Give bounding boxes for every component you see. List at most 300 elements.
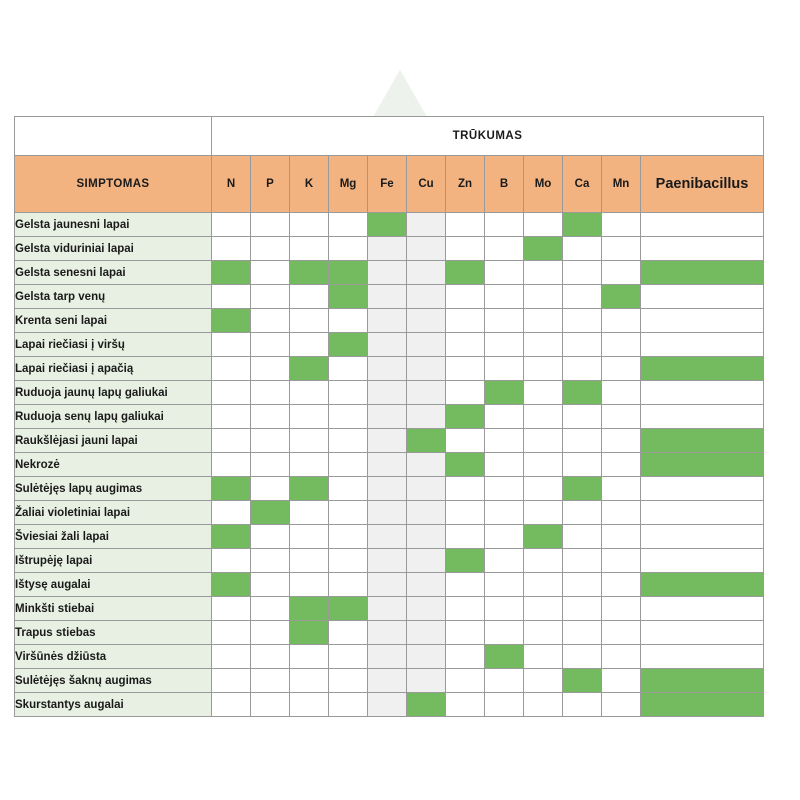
matrix-cell-empty	[329, 477, 368, 501]
matrix-cell-empty	[290, 237, 329, 261]
table-row	[15, 597, 764, 621]
matrix-cell-empty	[485, 501, 524, 525]
column-header-zn: Zn	[446, 156, 485, 213]
matrix-cell-empty	[524, 669, 563, 693]
row-label: Lapai riečiasi į apačią	[15, 357, 212, 381]
matrix-cell-marked	[212, 261, 251, 285]
matrix-cell-empty	[563, 357, 602, 381]
matrix-cell-empty	[641, 213, 764, 237]
corner-blank	[15, 117, 212, 156]
matrix-cell-empty	[524, 381, 563, 405]
matrix-cell-empty	[329, 213, 368, 237]
matrix-cell-marked	[446, 405, 485, 429]
matrix-cell-empty	[251, 693, 290, 717]
row-label: Gelsta tarp venų	[15, 285, 212, 309]
matrix-cell-empty	[602, 693, 641, 717]
matrix-cell-empty	[524, 285, 563, 309]
matrix-cell-empty	[290, 285, 329, 309]
matrix-cell-marked	[290, 261, 329, 285]
table-row	[15, 693, 764, 717]
matrix-cell-empty	[212, 621, 251, 645]
column-header-fe: Fe	[368, 156, 407, 213]
matrix-cell-empty	[485, 549, 524, 573]
matrix-cell-empty	[212, 693, 251, 717]
matrix-cell-empty	[290, 309, 329, 333]
matrix-cell-empty	[446, 237, 485, 261]
matrix-cell-empty	[446, 429, 485, 453]
matrix-cell-marked	[212, 309, 251, 333]
matrix-cell-empty	[563, 261, 602, 285]
matrix-cell-empty	[485, 597, 524, 621]
matrix-cell-empty	[407, 405, 446, 429]
matrix-cell-marked	[407, 693, 446, 717]
matrix-cell-empty	[485, 429, 524, 453]
matrix-cell-empty	[368, 357, 407, 381]
matrix-cell-empty	[524, 693, 563, 717]
matrix-cell-empty	[602, 261, 641, 285]
matrix-cell-empty	[407, 573, 446, 597]
table-row	[15, 405, 764, 429]
matrix-cell-marked	[485, 645, 524, 669]
matrix-cell-empty	[563, 237, 602, 261]
matrix-cell-empty	[212, 333, 251, 357]
table-row	[15, 237, 764, 261]
matrix-cell-empty	[524, 333, 563, 357]
table-head	[15, 117, 764, 213]
matrix-cell-empty	[524, 549, 563, 573]
row-label: Raukšlėjasi jauni lapai	[15, 429, 212, 453]
matrix-cell-empty	[212, 237, 251, 261]
matrix-cell-empty	[251, 573, 290, 597]
row-label: Gelsta senesni lapai	[15, 261, 212, 285]
matrix-cell-empty	[485, 525, 524, 549]
matrix-cell-empty	[407, 213, 446, 237]
matrix-cell-marked	[446, 549, 485, 573]
matrix-cell-empty	[329, 405, 368, 429]
matrix-cell-empty	[407, 597, 446, 621]
matrix-cell-empty	[329, 357, 368, 381]
matrix-cell-empty	[368, 669, 407, 693]
matrix-cell-empty	[368, 645, 407, 669]
matrix-cell-empty	[602, 453, 641, 477]
matrix-cell-empty	[602, 381, 641, 405]
matrix-cell-empty	[446, 213, 485, 237]
matrix-cell-empty	[407, 333, 446, 357]
matrix-cell-empty	[251, 237, 290, 261]
matrix-cell-empty	[329, 429, 368, 453]
matrix-cell-empty	[641, 549, 764, 573]
matrix-cell-marked	[290, 597, 329, 621]
matrix-cell-empty	[290, 213, 329, 237]
table-row	[15, 525, 764, 549]
matrix-cell-empty	[329, 549, 368, 573]
row-label: Ruduoja senų lapų galiukai	[15, 405, 212, 429]
matrix-cell-empty	[368, 405, 407, 429]
column-header-ca: Ca	[563, 156, 602, 213]
matrix-cell-empty	[407, 669, 446, 693]
matrix-cell-empty	[251, 621, 290, 645]
matrix-cell-marked	[212, 573, 251, 597]
matrix-cell-empty	[485, 573, 524, 597]
matrix-cell-empty	[251, 333, 290, 357]
row-label: Žaliai violetiniai lapai	[15, 501, 212, 525]
matrix-cell-empty	[251, 549, 290, 573]
matrix-cell-empty	[407, 381, 446, 405]
matrix-cell-empty	[251, 453, 290, 477]
matrix-cell-empty	[251, 645, 290, 669]
matrix-cell-empty	[212, 645, 251, 669]
column-header-cu: Cu	[407, 156, 446, 213]
matrix-cell-empty	[563, 285, 602, 309]
matrix-cell-empty	[251, 357, 290, 381]
matrix-cell-empty	[602, 645, 641, 669]
matrix-cell-empty	[524, 261, 563, 285]
matrix-cell-empty	[563, 453, 602, 477]
matrix-cell-empty	[602, 669, 641, 693]
matrix-cell-empty	[251, 597, 290, 621]
table-row	[15, 669, 764, 693]
matrix-cell-empty	[641, 645, 764, 669]
matrix-cell-marked	[446, 453, 485, 477]
matrix-cell-empty	[446, 285, 485, 309]
table-row	[15, 549, 764, 573]
matrix-cell-empty	[602, 405, 641, 429]
matrix-cell-empty	[407, 285, 446, 309]
row-label: Viršūnės džiūsta	[15, 645, 212, 669]
matrix-cell-empty	[407, 309, 446, 333]
matrix-cell-empty	[524, 357, 563, 381]
matrix-cell-empty	[563, 429, 602, 453]
matrix-cell-marked	[446, 261, 485, 285]
matrix-cell-marked	[563, 381, 602, 405]
matrix-cell-empty	[407, 453, 446, 477]
matrix-cell-empty	[641, 621, 764, 645]
matrix-cell-empty	[602, 309, 641, 333]
matrix-table	[14, 116, 764, 717]
table-row	[15, 645, 764, 669]
matrix-cell-empty	[563, 621, 602, 645]
column-header-mo: Mo	[524, 156, 563, 213]
matrix-cell-empty	[563, 549, 602, 573]
matrix-cell-empty	[407, 501, 446, 525]
matrix-cell-marked	[602, 285, 641, 309]
matrix-cell-empty	[485, 309, 524, 333]
matrix-cell-empty	[329, 309, 368, 333]
matrix-cell-empty	[446, 477, 485, 501]
header-row-elements	[15, 156, 764, 213]
matrix-cell-empty	[641, 285, 764, 309]
matrix-cell-empty	[212, 669, 251, 693]
row-label: Gelsta viduriniai lapai	[15, 237, 212, 261]
matrix-cell-empty	[329, 645, 368, 669]
matrix-cell-marked	[563, 477, 602, 501]
matrix-cell-empty	[485, 213, 524, 237]
matrix-cell-empty	[290, 525, 329, 549]
matrix-cell-empty	[329, 381, 368, 405]
matrix-cell-marked	[329, 261, 368, 285]
matrix-cell-empty	[641, 525, 764, 549]
matrix-cell-empty	[251, 309, 290, 333]
matrix-cell-empty	[251, 405, 290, 429]
table-row	[15, 357, 764, 381]
matrix-cell-marked	[290, 621, 329, 645]
matrix-cell-empty	[641, 405, 764, 429]
matrix-cell-empty	[368, 237, 407, 261]
matrix-cell-empty	[524, 477, 563, 501]
matrix-cell-empty	[524, 405, 563, 429]
matrix-cell-empty	[368, 477, 407, 501]
matrix-cell-empty	[329, 453, 368, 477]
matrix-cell-empty	[329, 501, 368, 525]
matrix-cell-empty	[602, 237, 641, 261]
matrix-cell-marked	[329, 597, 368, 621]
matrix-cell-empty	[212, 285, 251, 309]
matrix-cell-empty	[602, 501, 641, 525]
matrix-cell-empty	[485, 669, 524, 693]
matrix-cell-empty	[368, 573, 407, 597]
matrix-cell-empty	[563, 597, 602, 621]
matrix-cell-empty	[368, 549, 407, 573]
matrix-cell-empty	[446, 357, 485, 381]
matrix-cell-empty	[446, 525, 485, 549]
matrix-cell-empty	[446, 669, 485, 693]
matrix-cell-empty	[290, 669, 329, 693]
matrix-cell-empty	[212, 357, 251, 381]
matrix-cell-marked	[524, 525, 563, 549]
matrix-cell-empty	[485, 405, 524, 429]
matrix-cell-empty	[407, 645, 446, 669]
matrix-cell-empty	[407, 549, 446, 573]
matrix-cell-empty	[407, 357, 446, 381]
matrix-cell-empty	[485, 261, 524, 285]
matrix-cell-empty	[251, 429, 290, 453]
matrix-cell-empty	[212, 213, 251, 237]
matrix-cell-empty	[485, 477, 524, 501]
matrix-cell-empty	[563, 645, 602, 669]
matrix-cell-empty	[290, 645, 329, 669]
matrix-cell-empty	[524, 621, 563, 645]
matrix-cell-empty	[563, 693, 602, 717]
matrix-cell-marked	[368, 213, 407, 237]
matrix-cell-empty	[212, 597, 251, 621]
matrix-cell-empty	[641, 477, 764, 501]
matrix-cell-empty	[368, 333, 407, 357]
matrix-cell-empty	[368, 381, 407, 405]
table-row	[15, 477, 764, 501]
matrix-cell-empty	[641, 309, 764, 333]
column-header-p: P	[251, 156, 290, 213]
row-label: Ištysę augalai	[15, 573, 212, 597]
matrix-cell-marked	[212, 525, 251, 549]
matrix-cell-empty	[602, 573, 641, 597]
matrix-cell-empty	[602, 429, 641, 453]
matrix-cell-empty	[290, 453, 329, 477]
matrix-cell-empty	[446, 645, 485, 669]
matrix-cell-empty	[563, 333, 602, 357]
table-row	[15, 213, 764, 237]
matrix-cell-marked	[290, 477, 329, 501]
matrix-cell-empty	[212, 549, 251, 573]
matrix-cell-empty	[251, 525, 290, 549]
matrix-cell-empty	[446, 693, 485, 717]
row-label: Krenta seni lapai	[15, 309, 212, 333]
matrix-cell-empty	[212, 381, 251, 405]
matrix-cell-empty	[329, 621, 368, 645]
matrix-cell-marked	[641, 669, 764, 693]
matrix-cell-marked	[329, 285, 368, 309]
row-label: Sulėtėjęs šaknų augimas	[15, 669, 212, 693]
matrix-cell-empty	[368, 501, 407, 525]
column-header-b: B	[485, 156, 524, 213]
matrix-cell-empty	[485, 285, 524, 309]
column-header-mn: Mn	[602, 156, 641, 213]
matrix-cell-empty	[485, 333, 524, 357]
matrix-cell-empty	[446, 501, 485, 525]
matrix-cell-marked	[407, 429, 446, 453]
matrix-cell-empty	[524, 573, 563, 597]
matrix-cell-marked	[251, 501, 290, 525]
row-label: Sulėtėjęs lapų augimas	[15, 477, 212, 501]
table-row	[15, 621, 764, 645]
matrix-cell-empty	[368, 285, 407, 309]
matrix-cell-empty	[641, 381, 764, 405]
matrix-cell-empty	[602, 357, 641, 381]
matrix-cell-empty	[329, 525, 368, 549]
matrix-cell-empty	[290, 549, 329, 573]
matrix-cell-empty	[290, 693, 329, 717]
matrix-cell-empty	[524, 645, 563, 669]
matrix-cell-marked	[485, 381, 524, 405]
table-body	[15, 213, 764, 717]
matrix-cell-empty	[524, 597, 563, 621]
table-row	[15, 381, 764, 405]
matrix-cell-marked	[563, 669, 602, 693]
matrix-cell-empty	[563, 501, 602, 525]
matrix-cell-marked	[641, 693, 764, 717]
column-header-n: N	[212, 156, 251, 213]
matrix-cell-empty	[563, 525, 602, 549]
row-label: Nekrozė	[15, 453, 212, 477]
matrix-cell-empty	[602, 477, 641, 501]
row-label: Ruduoja jaunų lapų galiukai	[15, 381, 212, 405]
header-row-group	[15, 117, 764, 156]
matrix-cell-empty	[602, 333, 641, 357]
matrix-cell-marked	[212, 477, 251, 501]
matrix-cell-empty	[368, 261, 407, 285]
matrix-cell-empty	[368, 597, 407, 621]
matrix-cell-marked	[563, 213, 602, 237]
row-label: Lapai riečiasi į viršų	[15, 333, 212, 357]
matrix-cell-empty	[290, 573, 329, 597]
matrix-cell-empty	[446, 573, 485, 597]
matrix-cell-empty	[407, 477, 446, 501]
matrix-cell-empty	[407, 525, 446, 549]
matrix-cell-marked	[641, 261, 764, 285]
matrix-cell-empty	[368, 429, 407, 453]
matrix-cell-empty	[251, 477, 290, 501]
matrix-cell-empty	[524, 429, 563, 453]
matrix-cell-empty	[446, 309, 485, 333]
table-row	[15, 573, 764, 597]
matrix-cell-empty	[524, 213, 563, 237]
matrix-cell-empty	[368, 693, 407, 717]
column-group-title: TRŪKUMAS	[212, 117, 764, 156]
matrix-cell-empty	[485, 237, 524, 261]
matrix-cell-empty	[485, 621, 524, 645]
matrix-cell-empty	[368, 453, 407, 477]
matrix-cell-empty	[563, 573, 602, 597]
matrix-cell-empty	[290, 333, 329, 357]
matrix-cell-empty	[641, 237, 764, 261]
table-row	[15, 501, 764, 525]
matrix-cell-empty	[368, 525, 407, 549]
matrix-cell-empty	[290, 501, 329, 525]
row-label: Šviesiai žali lapai	[15, 525, 212, 549]
matrix-cell-empty	[602, 597, 641, 621]
table-row	[15, 429, 764, 453]
column-header-mg: Mg	[329, 156, 368, 213]
matrix-cell-empty	[446, 381, 485, 405]
row-label: Trapus stiebas	[15, 621, 212, 645]
row-label: Ištrupėję lapai	[15, 549, 212, 573]
table-row	[15, 309, 764, 333]
matrix-cell-empty	[212, 405, 251, 429]
matrix-cell-empty	[251, 381, 290, 405]
matrix-cell-empty	[407, 237, 446, 261]
column-header-paenibacillus: Paenibacillus	[641, 156, 764, 213]
matrix-cell-empty	[212, 453, 251, 477]
matrix-cell-marked	[641, 453, 764, 477]
matrix-cell-empty	[602, 621, 641, 645]
matrix-cell-empty	[563, 309, 602, 333]
matrix-cell-empty	[251, 261, 290, 285]
matrix-cell-empty	[407, 621, 446, 645]
deficiency-matrix	[14, 116, 764, 717]
matrix-cell-marked	[641, 429, 764, 453]
matrix-cell-marked	[524, 237, 563, 261]
matrix-cell-empty	[485, 693, 524, 717]
matrix-cell-empty	[446, 621, 485, 645]
matrix-cell-empty	[641, 597, 764, 621]
matrix-cell-marked	[290, 357, 329, 381]
column-header-k: K	[290, 156, 329, 213]
table-row	[15, 453, 764, 477]
matrix-cell-empty	[602, 213, 641, 237]
matrix-cell-empty	[329, 237, 368, 261]
matrix-cell-empty	[641, 333, 764, 357]
matrix-cell-empty	[290, 405, 329, 429]
matrix-cell-empty	[563, 405, 602, 429]
row-label: Minkšti stiebai	[15, 597, 212, 621]
matrix-cell-empty	[524, 501, 563, 525]
matrix-cell-empty	[602, 525, 641, 549]
matrix-cell-empty	[446, 597, 485, 621]
matrix-cell-empty	[407, 261, 446, 285]
row-label: Skurstantys augalai	[15, 693, 212, 717]
matrix-cell-marked	[641, 573, 764, 597]
row-label: Gelsta jaunesni lapai	[15, 213, 212, 237]
table-row	[15, 285, 764, 309]
table-row	[15, 333, 764, 357]
matrix-cell-marked	[641, 357, 764, 381]
matrix-cell-empty	[524, 453, 563, 477]
table-row	[15, 261, 764, 285]
matrix-cell-empty	[251, 213, 290, 237]
matrix-cell-empty	[212, 429, 251, 453]
matrix-cell-empty	[329, 693, 368, 717]
matrix-cell-empty	[602, 549, 641, 573]
matrix-cell-empty	[368, 621, 407, 645]
